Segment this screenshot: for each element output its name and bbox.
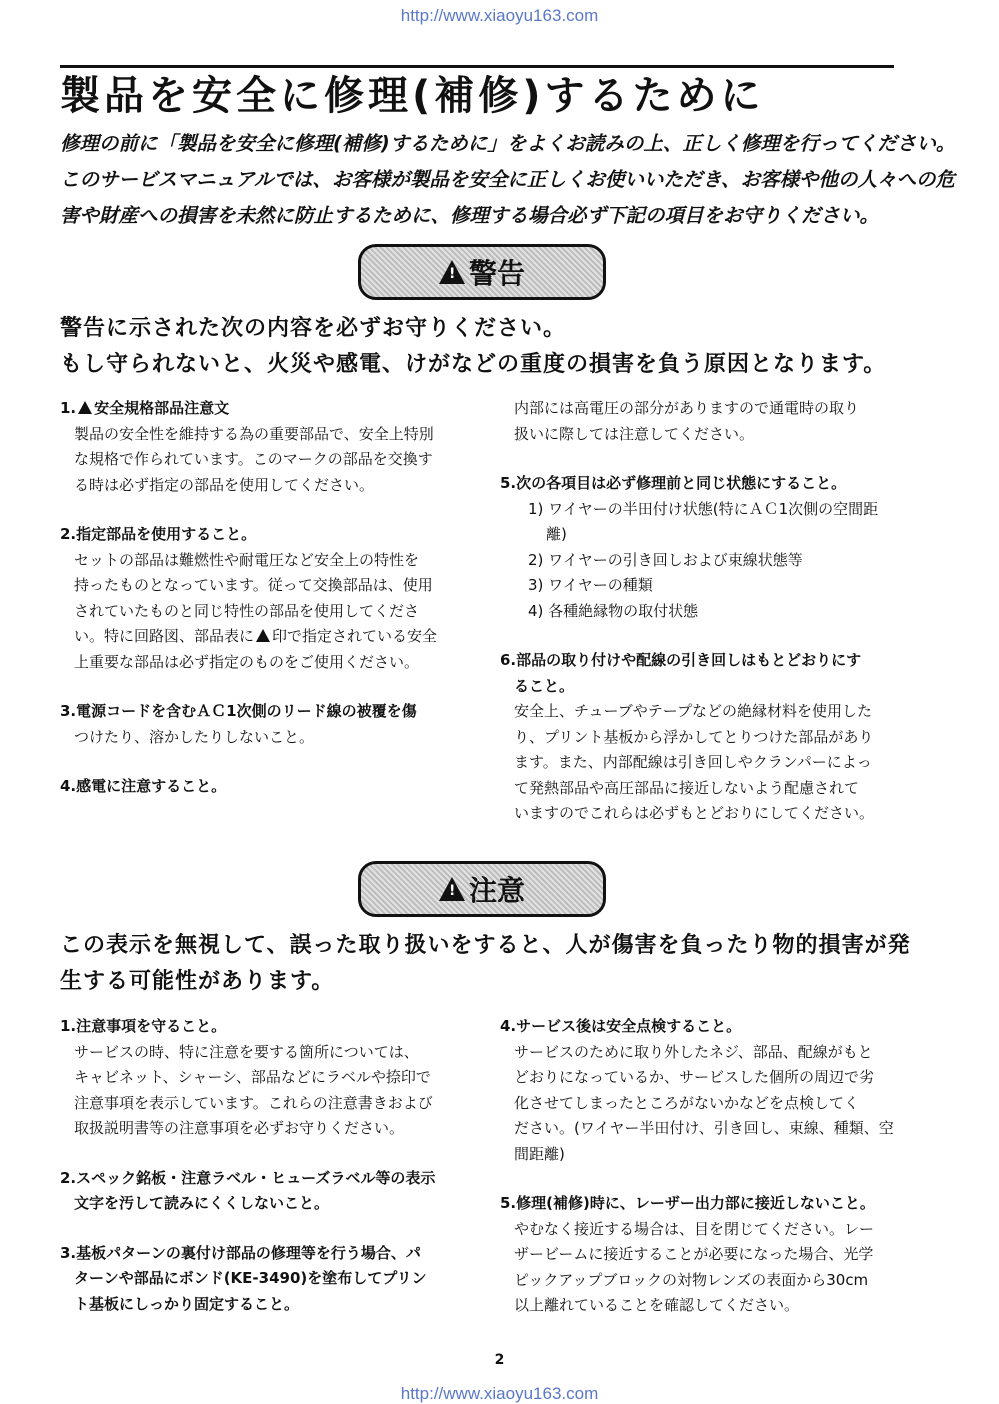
- caution-item-5: 5.修理(補修)時に、レーザー出力部に接近しないこと。 やむなく接近する場合は、目を閉じてください。レー ザービームに接近することが必要になった場合、光学 ピックアップブロックの対物レンズの表面から30cm 以上離れていることを確認してください。: [500, 1194, 875, 1314]
- warning-item-4: 4.感電に注意すること。: [60, 777, 227, 795]
- warning-item-5: 5.次の各項目は必ず修理前と同じ状態にすること。 1) ワイヤーの半田付け状態(特にＡＣ1次側の空間距 離) 2) ワイヤーの引き回しおよび束線状態等 3) ワイヤーの種類 4) 各種絶縁物の取付状態: [500, 474, 879, 620]
- caution-lead: [60, 928, 940, 1000]
- warning-banner: [358, 244, 606, 300]
- warning-label: 警告: [468, 257, 525, 290]
- caution-banner: [358, 861, 606, 917]
- page-title: 製品を安全に修理(補修)するために: [60, 65, 894, 122]
- warning-item-2: 2.指定部品を使用すること。 セットの部品は難燃性や耐電圧など安全上の特性を 持ったものとなっています。従って交換部品は、使用 されていたものと同じ特性の部品を使用してくださ い。特に回路図、部品表に 印で指定されている安全 上重要な部品は必ず指定のものをご使用ください。: [60, 525, 438, 671]
- warning-item-3: 3.電源コードを含むＡＣ1次側のリード線の被覆を傷 つけたり、溶かしたりしないこと。: [60, 702, 417, 746]
- footer-url[interactable]: http://www.xiaoyu163.com: [400, 1384, 599, 1403]
- caution-item-4: 4.サービス後は安全点検すること。 サービスのために取り外したネジ、部品、配線がもと どおりになっているか、サービスした個所の周辺で劣 化させてしまったところがないかなどを点検してく ださい。(ワイヤー半田付け、引き回し、束線、種類、空 間距離): [500, 1017, 894, 1163]
- warning-item-1: 1. 安全規格部品注意文 製品の安全性を維持する為の重要部品で、安全上特別 な規格で作られています。このマークの部品を交換す る時は必ず指定の部品を使用してください。: [60, 399, 434, 494]
- warning-lead-line: 警告に示された次の内容を必ずお守りください。: [60, 316, 567, 341]
- caution-right-column: [500, 1014, 910, 1343]
- caution-triangle-icon: [439, 877, 465, 901]
- caution-item-2: 2.スペック銘板・注意ラベル・ヒューズラベル等の表示 文字を汚して読みにくくしないこと。: [60, 1168, 436, 1212]
- caution-item-3: 3.基板パターンの裏付け部品の修理等を行う場合、パ ターンや部品にボンド(KE-3490)を塗布してプリン ト基板にしっかり固定すること。: [60, 1243, 427, 1313]
- caution-item-1: 1.注意事項を守ること。 サービスの時、特に注意を要する箇所については、 キャビネット、シャーシ、部品などにラベルや捺印で 注意事項を表示しています。これらの注意書きおよび 取扱説明書等の注意事項を必ずお守りください。: [60, 1017, 433, 1137]
- caution-triangle-icon: [78, 401, 92, 414]
- intro-line: 害や財産への損害を未然に防止するために、修理する場合必ず下記の項目をお守りください。: [60, 204, 880, 227]
- warning-lead-line: もし守られないと、火災や感電、けがなどの重度の損害を負う原因となります。: [60, 352, 887, 377]
- warning-item-6: 6.部品の取り付けや配線の引き回しはもとどおりにす ること。 安全上、チューブやテープなどの絶縁材料を使用した り、プリント基板から浮かしてとりつけた部品があり ます。また、内部配線は引き回しやクランパーによっ て発熱部品や高圧部品に接近しないよう配慮されて いますのでこれらは必ずもとどおりにしてください。: [500, 651, 875, 822]
- header-url[interactable]: http://www.xiaoyu163.com: [400, 6, 599, 25]
- intro-line: このサービスマニュアルでは、お客様が製品を安全に正しくお使いいただき、お客様や他の人々への危: [60, 168, 956, 191]
- warning-item-4-continued: 内部には高電圧の部分がありますので通電時の取り 扱いに際しては注意してください。: [514, 399, 860, 443]
- warning-lead: [60, 311, 940, 383]
- warning-triangle-icon: [439, 260, 465, 284]
- warning-left-column: [60, 396, 460, 824]
- caution-left-column: [60, 1014, 470, 1341]
- caution-triangle-icon: [256, 629, 270, 642]
- caution-label: 注意: [468, 874, 525, 907]
- intro-paragraph: [60, 126, 956, 234]
- intro-line: 修理の前に「製品を安全に修理(補修)するために」をよくお読みの上、正しく修理を行ってください。: [60, 132, 956, 155]
- caution-lead-line: この表示を無視して、誤った取り扱いをすると、人が傷害を負ったり物的損害が発: [60, 933, 911, 958]
- warning-right-column: [500, 396, 900, 851]
- caution-lead-line: 生する可能性があります。: [60, 969, 335, 994]
- page-number: 2: [494, 1352, 505, 1368]
